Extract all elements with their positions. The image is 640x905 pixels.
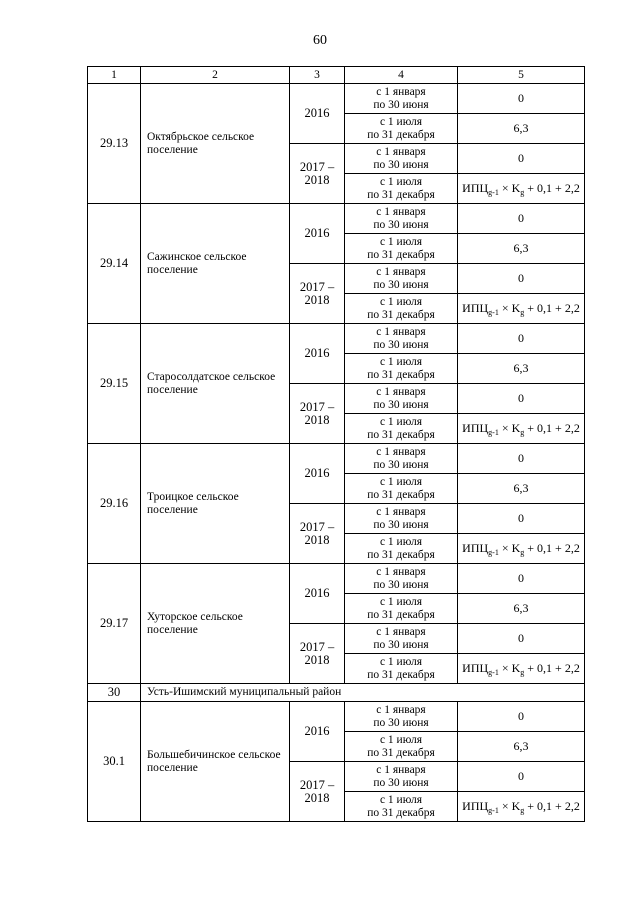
table-row [88, 84, 585, 114]
rate-value: 6,3 [458, 234, 585, 264]
rate-value: 0 [458, 384, 585, 414]
date-range: с 1 июля по 31 декабря [345, 294, 458, 324]
date-range: с 1 января по 30 июня [345, 384, 458, 414]
rate-value: 6,3 [458, 594, 585, 624]
settlement-number: 29.14 [88, 204, 141, 324]
date-range: с 1 июля по 31 декабря [345, 654, 458, 684]
column-header: 3 [290, 67, 345, 84]
period-year: 2016 [290, 324, 345, 384]
date-range: с 1 июля по 31 декабря [345, 732, 458, 762]
date-range: с 1 июля по 31 декабря [345, 474, 458, 504]
date-range: с 1 июля по 31 декабря [345, 414, 458, 444]
rate-value: $ИПЦ_{g-1} \times K_g + 0,1 + 2,2$ [458, 534, 585, 564]
table-row [88, 324, 585, 354]
period-year: 2017 – 2018 [290, 504, 345, 564]
rate-value: $ИПЦ_{g-1} \times K_g + 0,1 + 2,2$ [458, 174, 585, 204]
rate-value: 6,3 [458, 114, 585, 144]
rate-value: 0 [458, 84, 585, 114]
rate-value: 0 [458, 324, 585, 354]
column-header: 4 [345, 67, 458, 84]
period-year: 2016 [290, 204, 345, 264]
date-range: с 1 января по 30 июня [345, 444, 458, 474]
period-year: 2016 [290, 84, 345, 144]
period-year: 2016 [290, 444, 345, 504]
rate-value: 0 [458, 264, 585, 294]
period-year: 2017 – 2018 [290, 144, 345, 204]
rate-value: 0 [458, 144, 585, 174]
date-range: с 1 января по 30 июня [345, 324, 458, 354]
date-range: с 1 января по 30 июня [345, 264, 458, 294]
settlement-number: 29.16 [88, 444, 141, 564]
rate-value: 0 [458, 444, 585, 474]
settlement-name: Октябрьское сельское поселение [141, 84, 290, 204]
table-row [88, 564, 585, 594]
table-header-row [88, 67, 585, 84]
table-row [88, 444, 585, 474]
date-range: с 1 июля по 31 декабря [345, 534, 458, 564]
date-range: с 1 января по 30 июня [345, 564, 458, 594]
settlement-name: Хуторское сельское поселение [141, 564, 290, 684]
district-row [88, 684, 585, 702]
period-year: 2017 – 2018 [290, 624, 345, 684]
period-year: 2016 [290, 564, 345, 624]
settlement-number: 29.13 [88, 84, 141, 204]
date-range: с 1 января по 30 июня [345, 702, 458, 732]
date-range: с 1 июля по 31 декабря [345, 234, 458, 264]
tariff-table [87, 66, 585, 822]
district-name: Усть-Ишимский муниципальный район [141, 684, 585, 702]
date-range: с 1 июля по 31 декабря [345, 354, 458, 384]
rate-value: 6,3 [458, 732, 585, 762]
rate-value: 0 [458, 564, 585, 594]
date-range: с 1 января по 30 июня [345, 144, 458, 174]
date-range: с 1 января по 30 июня [345, 762, 458, 792]
date-range: с 1 января по 30 июня [345, 504, 458, 534]
period-year: 2017 – 2018 [290, 762, 345, 822]
table-row [88, 204, 585, 234]
rate-value: 0 [458, 504, 585, 534]
settlement-name: Сажинское сельское поселение [141, 204, 290, 324]
district-number: 30 [88, 684, 141, 702]
date-range: с 1 января по 30 июня [345, 84, 458, 114]
column-header: 2 [141, 67, 290, 84]
date-range: с 1 июля по 31 декабря [345, 114, 458, 144]
settlement-number: 30.1 [88, 702, 141, 822]
rate-value: 0 [458, 204, 585, 234]
date-range: с 1 июля по 31 декабря [345, 174, 458, 204]
rate-value: $ИПЦ_{g-1} \times K_g + 0,1 + 2,2$ [458, 294, 585, 324]
date-range: с 1 января по 30 июня [345, 204, 458, 234]
period-year: 2017 – 2018 [290, 384, 345, 444]
settlement-number: 29.15 [88, 324, 141, 444]
rate-value: 6,3 [458, 354, 585, 384]
date-range: с 1 июля по 31 декабря [345, 594, 458, 624]
rate-value: $ИПЦ_{g-1} \times K_g + 0,1 + 2,2$ [458, 654, 585, 684]
rate-value: 6,3 [458, 474, 585, 504]
settlement-number: 29.17 [88, 564, 141, 684]
column-header: 5 [458, 67, 585, 84]
table-row [88, 702, 585, 732]
rate-value: 0 [458, 702, 585, 732]
period-year: 2017 – 2018 [290, 264, 345, 324]
date-range: с 1 января по 30 июня [345, 624, 458, 654]
settlement-name: Троицкое сельское поселение [141, 444, 290, 564]
rate-value: $ИПЦ_{g-1} \times K_g + 0,1 + 2,2$ [458, 792, 585, 822]
settlement-name: Старосолдатское сельское поселение [141, 324, 290, 444]
column-header: 1 [88, 67, 141, 84]
period-year: 2016 [290, 702, 345, 762]
page-number: 60 [313, 33, 327, 48]
settlement-name: Большебичинское сельское поселение [141, 702, 290, 822]
date-range: с 1 июля по 31 декабря [345, 792, 458, 822]
rate-value: 0 [458, 762, 585, 792]
rate-value: $ИПЦ_{g-1} \times K_g + 0,1 + 2,2$ [458, 414, 585, 444]
rate-value: 0 [458, 624, 585, 654]
